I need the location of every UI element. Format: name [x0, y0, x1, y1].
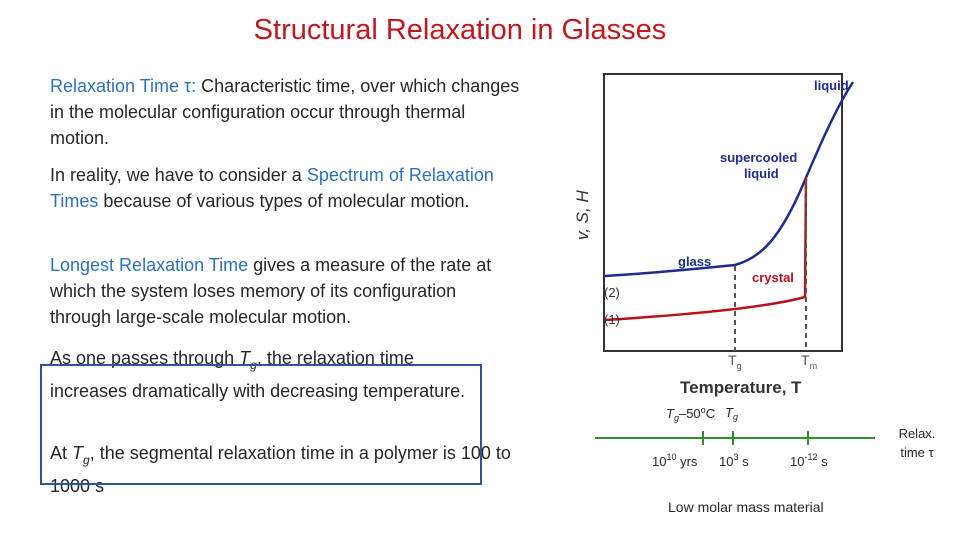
tg-suffix: , the relaxation time increases dramatically with decreasing temperature.	[50, 348, 466, 401]
polymer-tg-symbol: T	[72, 443, 84, 463]
highlight-box	[40, 364, 482, 485]
label-liquid: liquid	[814, 78, 849, 93]
paragraph-relaxation-time	[50, 73, 520, 151]
paragraph-spectrum	[50, 162, 520, 214]
label-tg-minus-50: $T_g-50^oC$	[666, 405, 716, 423]
relaxation-time-axis	[590, 428, 880, 448]
spectrum-suffix: because of various types of molecular motion.	[98, 191, 470, 211]
caption-low-molar-mass: Low molar mass material	[668, 499, 824, 515]
label-crystal: crystal	[752, 270, 794, 285]
label-supercooled-liquid: liquid	[744, 166, 779, 181]
glass-liquid-curve	[605, 82, 853, 276]
label-glass: glass	[678, 254, 712, 269]
relax-label-line-2: time τ	[900, 445, 934, 460]
tg-symbol: T	[239, 348, 251, 368]
polymer-prefix: At	[50, 443, 73, 463]
paragraph-longest-relaxation	[50, 252, 520, 330]
tick-tm: $T_m$	[801, 352, 818, 371]
slide-title: Structural Relaxation in Glasses	[253, 14, 667, 46]
value-1e10-yrs: $10^{10}$ yrs	[652, 452, 698, 469]
value-1e-12-s: $10^{-12}$ s	[790, 452, 828, 469]
term-longest-relaxation: Longest Relaxation Time	[50, 255, 249, 275]
label-curve-1: (1)	[604, 312, 620, 327]
polymer-tg-subscript: g	[83, 453, 90, 467]
relax-label-line-1: Relax.	[898, 426, 936, 441]
tg-prefix: As one passes through	[50, 348, 240, 368]
term-relaxation-time: Relaxation Time τ:	[50, 76, 197, 96]
crystal-curve	[605, 177, 806, 320]
label-tg: $T_g$	[725, 405, 738, 422]
relax-time-label	[888, 424, 946, 462]
value-1e3-s: $10^3$ s	[719, 452, 749, 469]
label-curve-2: (2)	[604, 285, 620, 300]
tick-tg: $T_g$	[728, 352, 742, 371]
label-supercooled: supercooled	[720, 150, 798, 165]
vsh-temperature-diagram	[565, 70, 865, 405]
definition-longest-relaxation: gives a measure of the rate at which the system loses memory of its configuration through large-scale molecular motion.	[50, 255, 492, 327]
definition-relaxation-time: Characteristic time, over which changes in the molecular configuration occur through thermal motion.	[50, 76, 520, 148]
x-axis-label: Temperature, T	[680, 378, 802, 397]
polymer-suffix: , the segmental relaxation time in a polymer is 100 to 1000 s	[50, 443, 511, 496]
spectrum-prefix: In reality, we have to consider a	[50, 165, 307, 185]
term-spectrum: Spectrum of Relaxation Times	[50, 165, 494, 211]
y-axis-label: v, S, H	[573, 190, 592, 240]
tg-subscript: g	[250, 358, 257, 372]
